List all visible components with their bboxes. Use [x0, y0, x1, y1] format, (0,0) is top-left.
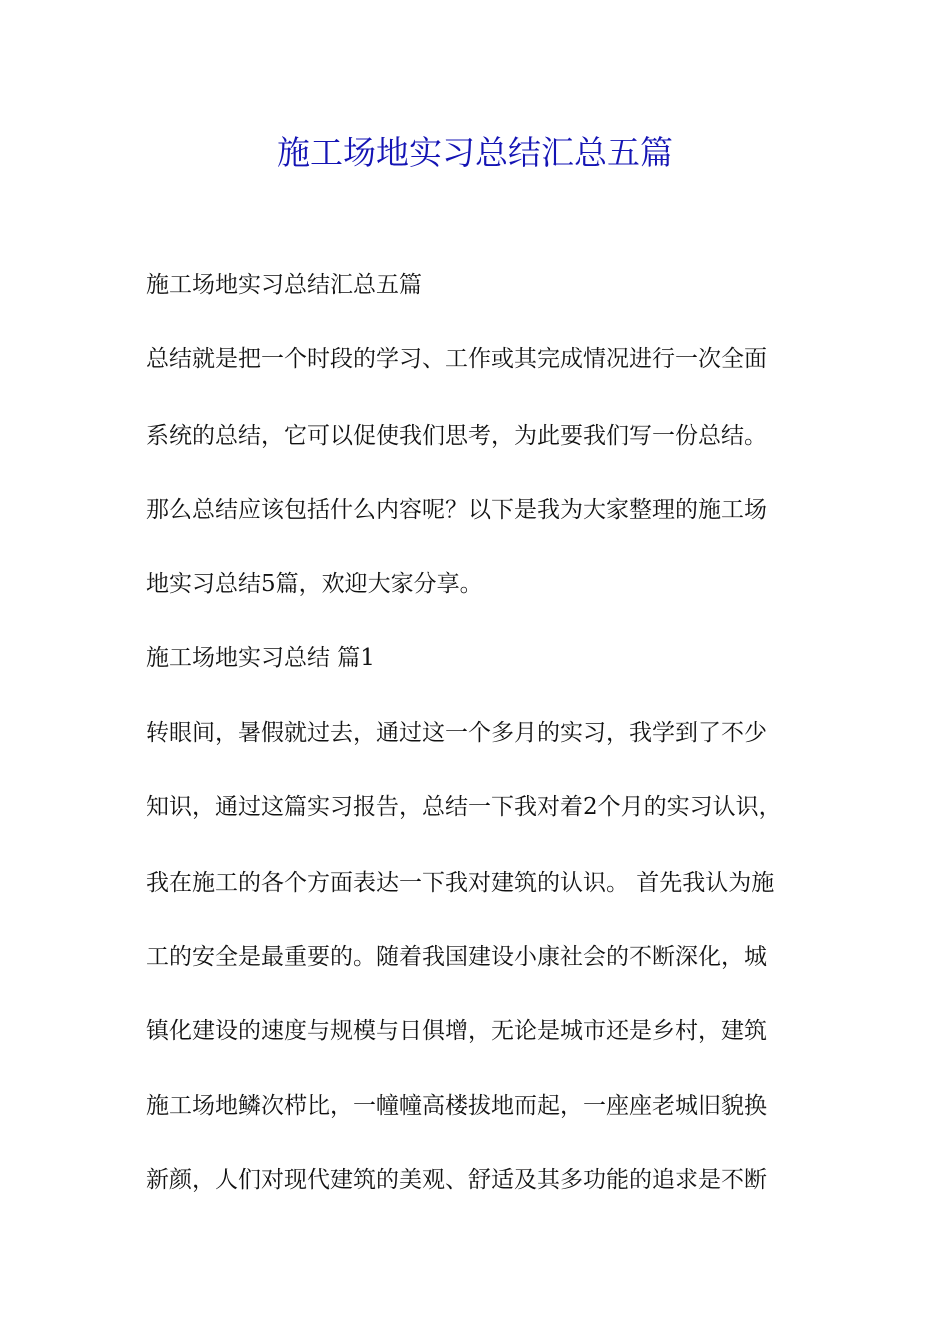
- paragraph-line: 镇化建设的速度与规模与日俱增，无论是城市还是乡村，建筑: [146, 1018, 767, 1044]
- paragraph-line: 知识，通过这篇实习报告，总结一下我对着2个月的实习认识，: [146, 794, 782, 820]
- paragraph-line: 新颜，人们对现代建筑的美观、舒适及其多功能的追求是不断: [146, 1167, 767, 1193]
- paragraph-line: 工的安全是最重要的。随着我国建设小康社会的不断深化，城: [146, 944, 767, 970]
- document-title: 施工场地实习总结汇总五篇: [277, 133, 673, 172]
- paragraph-line: 系统的总结，它可以促使我们思考，为此要我们写一份总结。: [146, 423, 767, 449]
- paragraph-line: 施工场地鳞次栉比，一幢幢高楼拔地而起，一座座老城旧貌换: [146, 1093, 767, 1119]
- paragraph-line: 地实习总结5篇，欢迎大家分享。: [146, 571, 483, 597]
- paragraph-line: 我在施工的各个方面表达一下我对建筑的认识。 首先我认为施: [146, 870, 775, 896]
- subtitle-line: 施工场地实习总结汇总五篇: [146, 272, 422, 298]
- section-heading: 施工场地实习总结 篇1: [146, 645, 375, 671]
- paragraph-line: 那么总结应该包括什么内容呢？以下是我为大家整理的施工场: [146, 497, 767, 523]
- paragraph-line: 总结就是把一个时段的学习、工作或其完成情况进行一次全面: [146, 346, 767, 372]
- paragraph-line: 转眼间，暑假就过去，通过这一个多月的实习，我学到了不少: [146, 720, 767, 746]
